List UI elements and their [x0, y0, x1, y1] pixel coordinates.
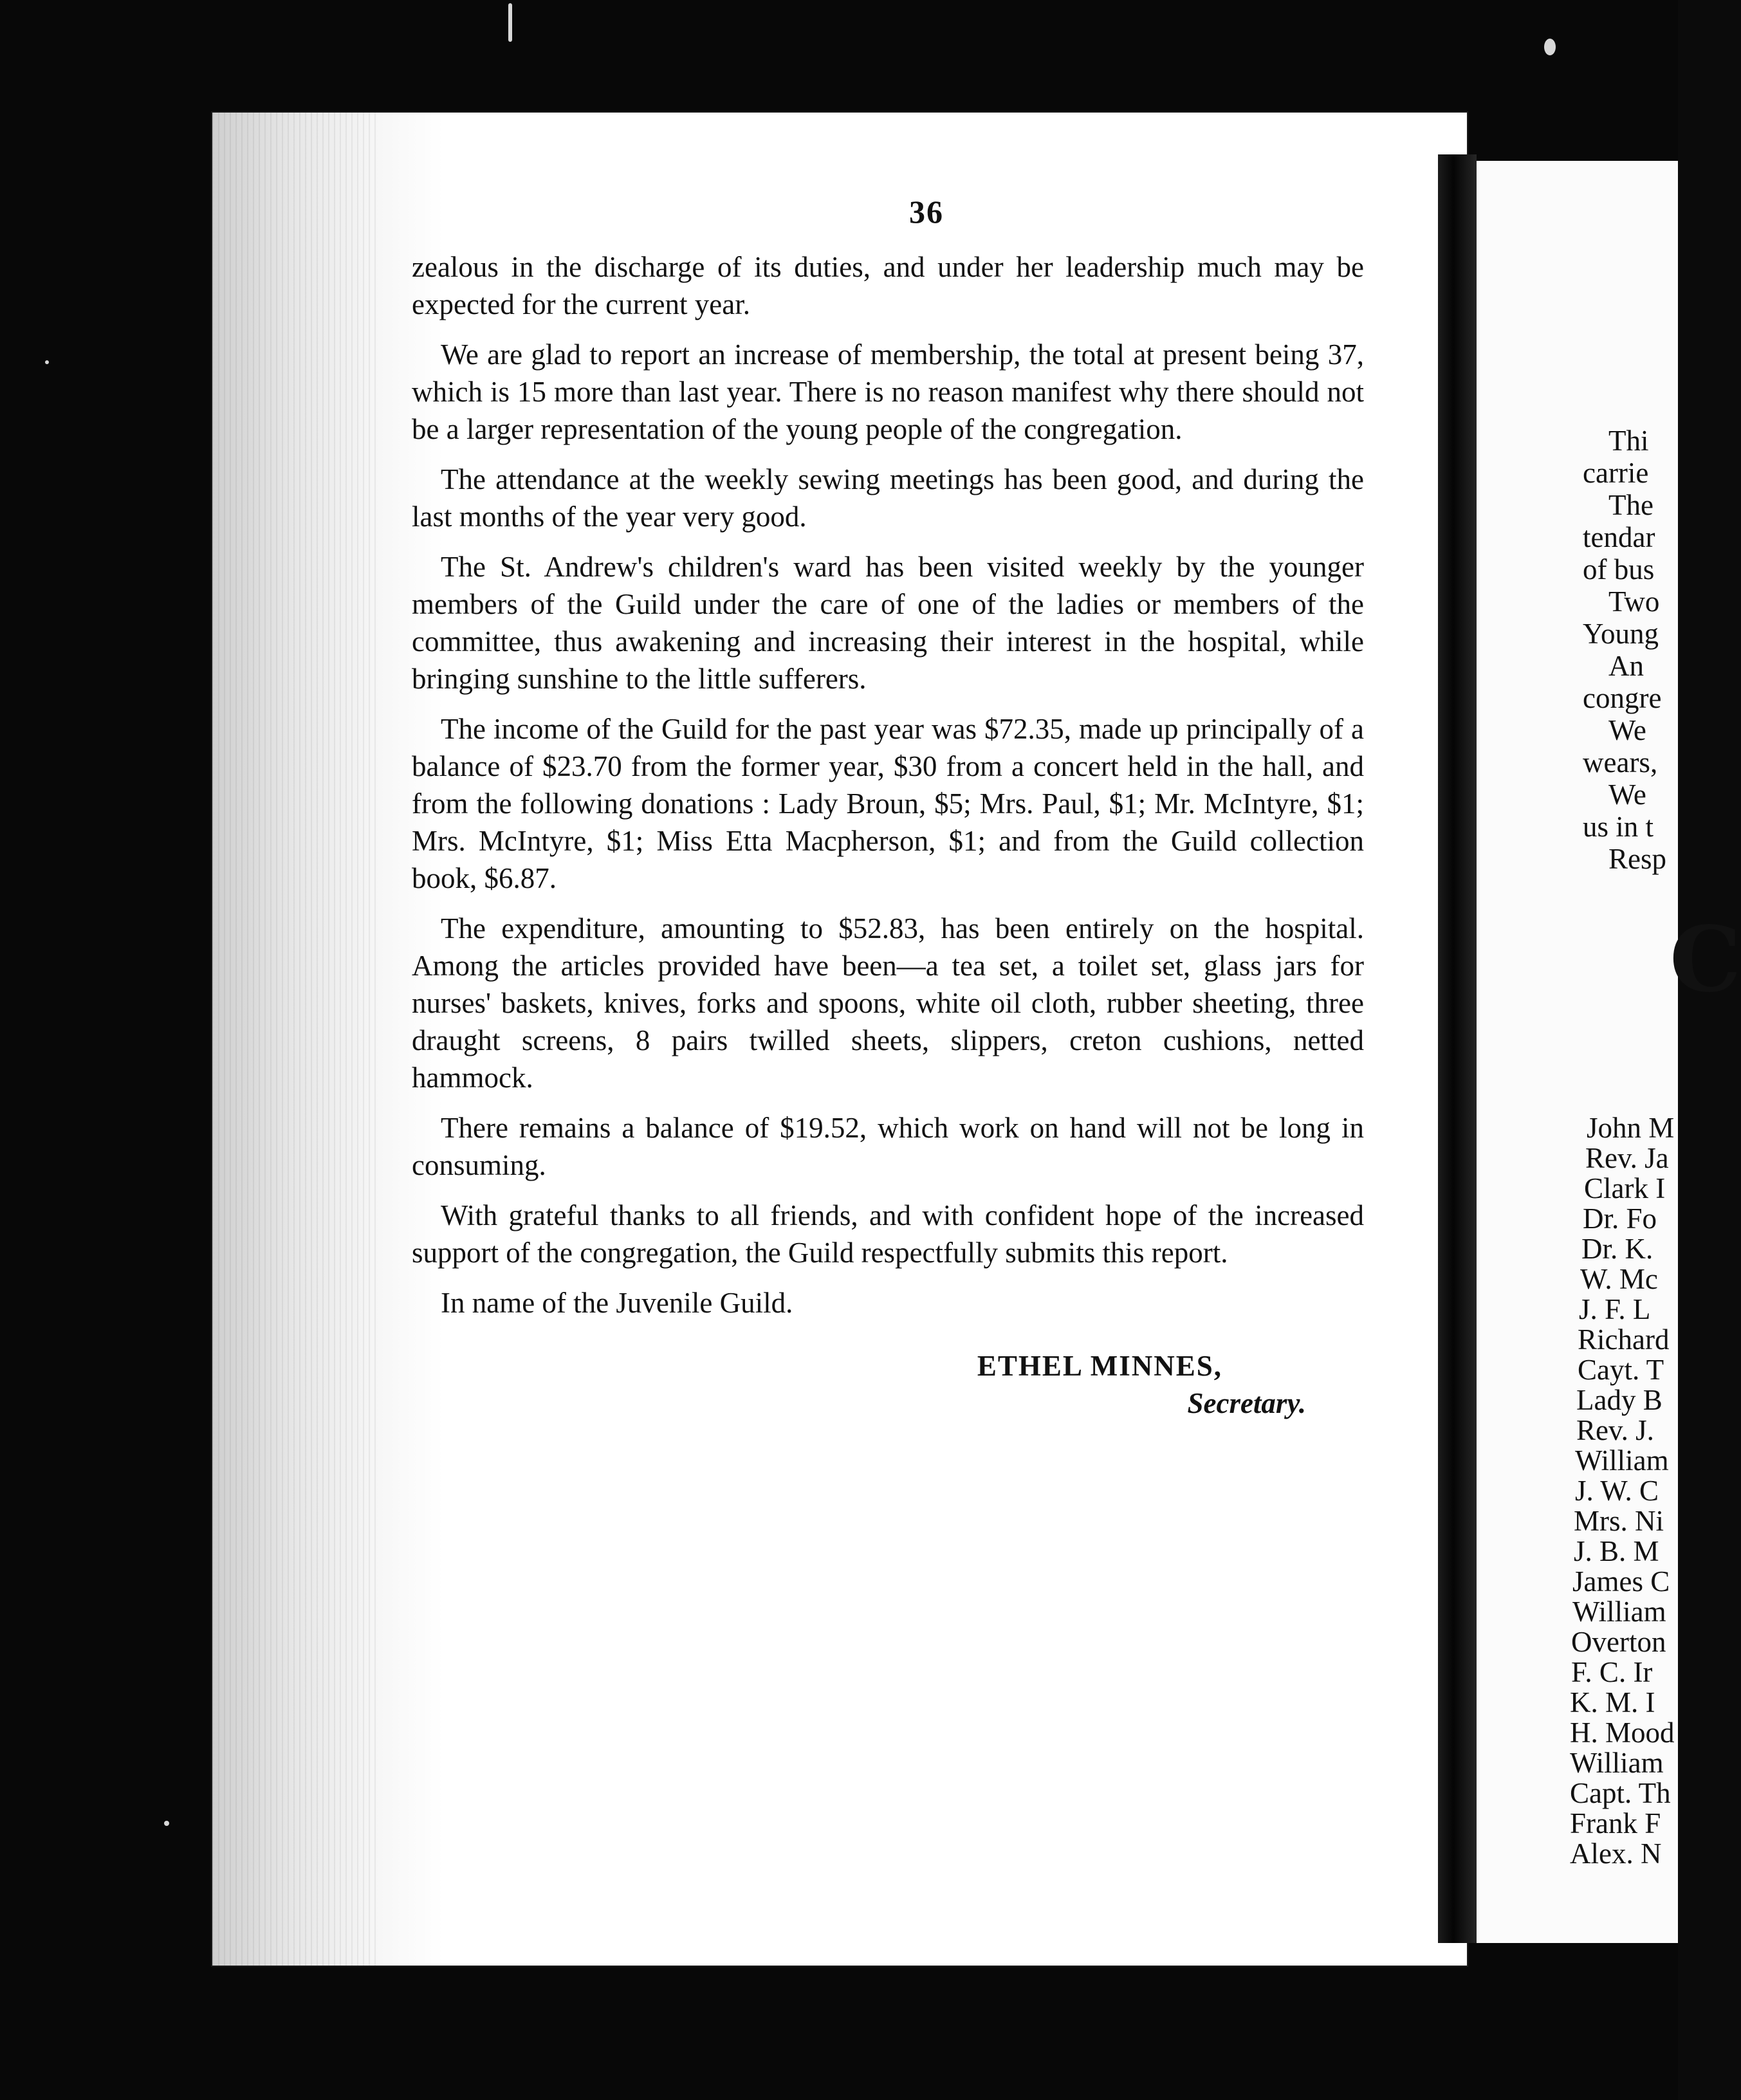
book-gutter: [1438, 154, 1477, 1943]
list-item: Clark I: [1584, 1172, 1666, 1204]
dust-speck: [45, 360, 49, 364]
list-item: Richard: [1578, 1323, 1670, 1356]
list-item: J. W. C: [1575, 1475, 1659, 1507]
list-item: Dr. Fo: [1583, 1202, 1657, 1235]
list-item: Mrs. Ni: [1574, 1505, 1664, 1537]
list-item: Alex. N: [1570, 1838, 1662, 1870]
page-deckle-edge: [212, 113, 380, 1966]
text-fragment: We: [1608, 714, 1646, 746]
right-page-fragments: [1583, 425, 1711, 875]
text-fragment: of bus: [1583, 553, 1655, 585]
list-item: John M: [1587, 1112, 1675, 1144]
text-fragment: wears,: [1583, 746, 1658, 778]
list-item: William: [1572, 1596, 1666, 1628]
list-item: J. F. L: [1579, 1293, 1651, 1325]
list-item: James C: [1572, 1565, 1670, 1598]
text-fragment: We: [1608, 778, 1646, 811]
text-fragment: Resp: [1608, 843, 1666, 875]
list-item: Cayt. T: [1578, 1354, 1664, 1386]
list-item: Overton: [1571, 1626, 1666, 1658]
text-fragment: Two: [1608, 585, 1660, 618]
text-fragment: us in t: [1583, 811, 1654, 843]
dust-speck: [508, 3, 512, 42]
page-number: 36: [909, 194, 944, 230]
list-item: F. C. Ir: [1571, 1656, 1653, 1688]
list-item: H. Mood: [1570, 1717, 1675, 1749]
list-item: Rev. J.: [1576, 1414, 1654, 1446]
text-fragment: Thi: [1608, 425, 1649, 457]
text-fragment: carrie: [1583, 457, 1649, 489]
right-page-name-list: [1570, 1113, 1675, 1869]
paragraph: The expenditure, amounting to $52.83, has been entirely on the hospital. Among the articles provided have been—a tea set, a toilet set, glass jars for nurses' baskets, knives, forks and spoons, white oil cloth, rubber sheeting, three draught screens, 8 pairs twilled sheets, slippers, creton cushions, netted hammock.: [412, 912, 1364, 1094]
text-fragment: Young: [1583, 618, 1659, 650]
paragraph: We are glad to report an increase of membership, the total at present being 37, which is 15 more than last year. There is no reason manifest why there should not be a larger representation of the young people of the congregation.: [412, 338, 1364, 445]
signature-name: ETHEL MINNES,: [977, 1350, 1222, 1382]
list-item: K. M. I: [1570, 1686, 1655, 1718]
paragraph: The income of the Guild for the past year was $72.35, made up principally of a balance of $23.70 from the former year, $30 from a concert held in the hall, and from the following donations : Lady Broun, $5; Mrs. Paul, $1; Mr. McIntyre, $1; Mrs. McIntyre, $1; Miss Etta Macpherson, $1; and from the Guild collection book, $6.87.: [412, 713, 1364, 894]
paragraph: The St. Andrew's children's ward has been visited weekly by the younger members of the Guild under the care of one of the ladies or members of the committee, thus awakening and increasing their interest in the hospital, while bringing sunshine to the little sufferers.: [412, 551, 1364, 695]
text-fragment: The: [1608, 489, 1653, 521]
left-page-text: [412, 193, 1364, 1422]
list-item: Rev. Ja: [1585, 1142, 1669, 1174]
text-fragment: tendar: [1583, 521, 1655, 553]
paragraph: The attendance at the weekly sewing meetings has been good, and during the last months of the year very good.: [412, 463, 1364, 533]
heading-initial: C: [1670, 907, 1741, 1013]
paragraph: zealous in the discharge of its duties, and under her leadership much may be expected for the current year.: [412, 251, 1364, 320]
list-item: Capt. Th: [1570, 1777, 1671, 1809]
list-item: W. Mc: [1580, 1263, 1658, 1295]
list-item: Frank F: [1570, 1807, 1661, 1839]
list-item: William: [1575, 1444, 1669, 1477]
signature-title: Secretary.: [1187, 1387, 1306, 1419]
paragraph: With grateful thanks to all friends, and with confident hope of the increased support of the congregation, the Guild respectfully submits this report.: [412, 1199, 1364, 1269]
dust-speck: [1544, 39, 1556, 55]
paragraph: In name of the Juvenile Guild.: [441, 1287, 793, 1319]
dust-speck: [164, 1821, 169, 1826]
paragraph: There remains a balance of $19.52, which work on hand will not be long in consuming.: [412, 1112, 1364, 1181]
list-item: Dr. K.: [1581, 1233, 1653, 1265]
list-item: J. B. M: [1574, 1535, 1659, 1567]
text-fragment: congre: [1583, 682, 1662, 714]
list-item: Lady B: [1576, 1384, 1663, 1416]
text-fragment: An: [1608, 650, 1644, 682]
list-item: William: [1570, 1747, 1664, 1779]
